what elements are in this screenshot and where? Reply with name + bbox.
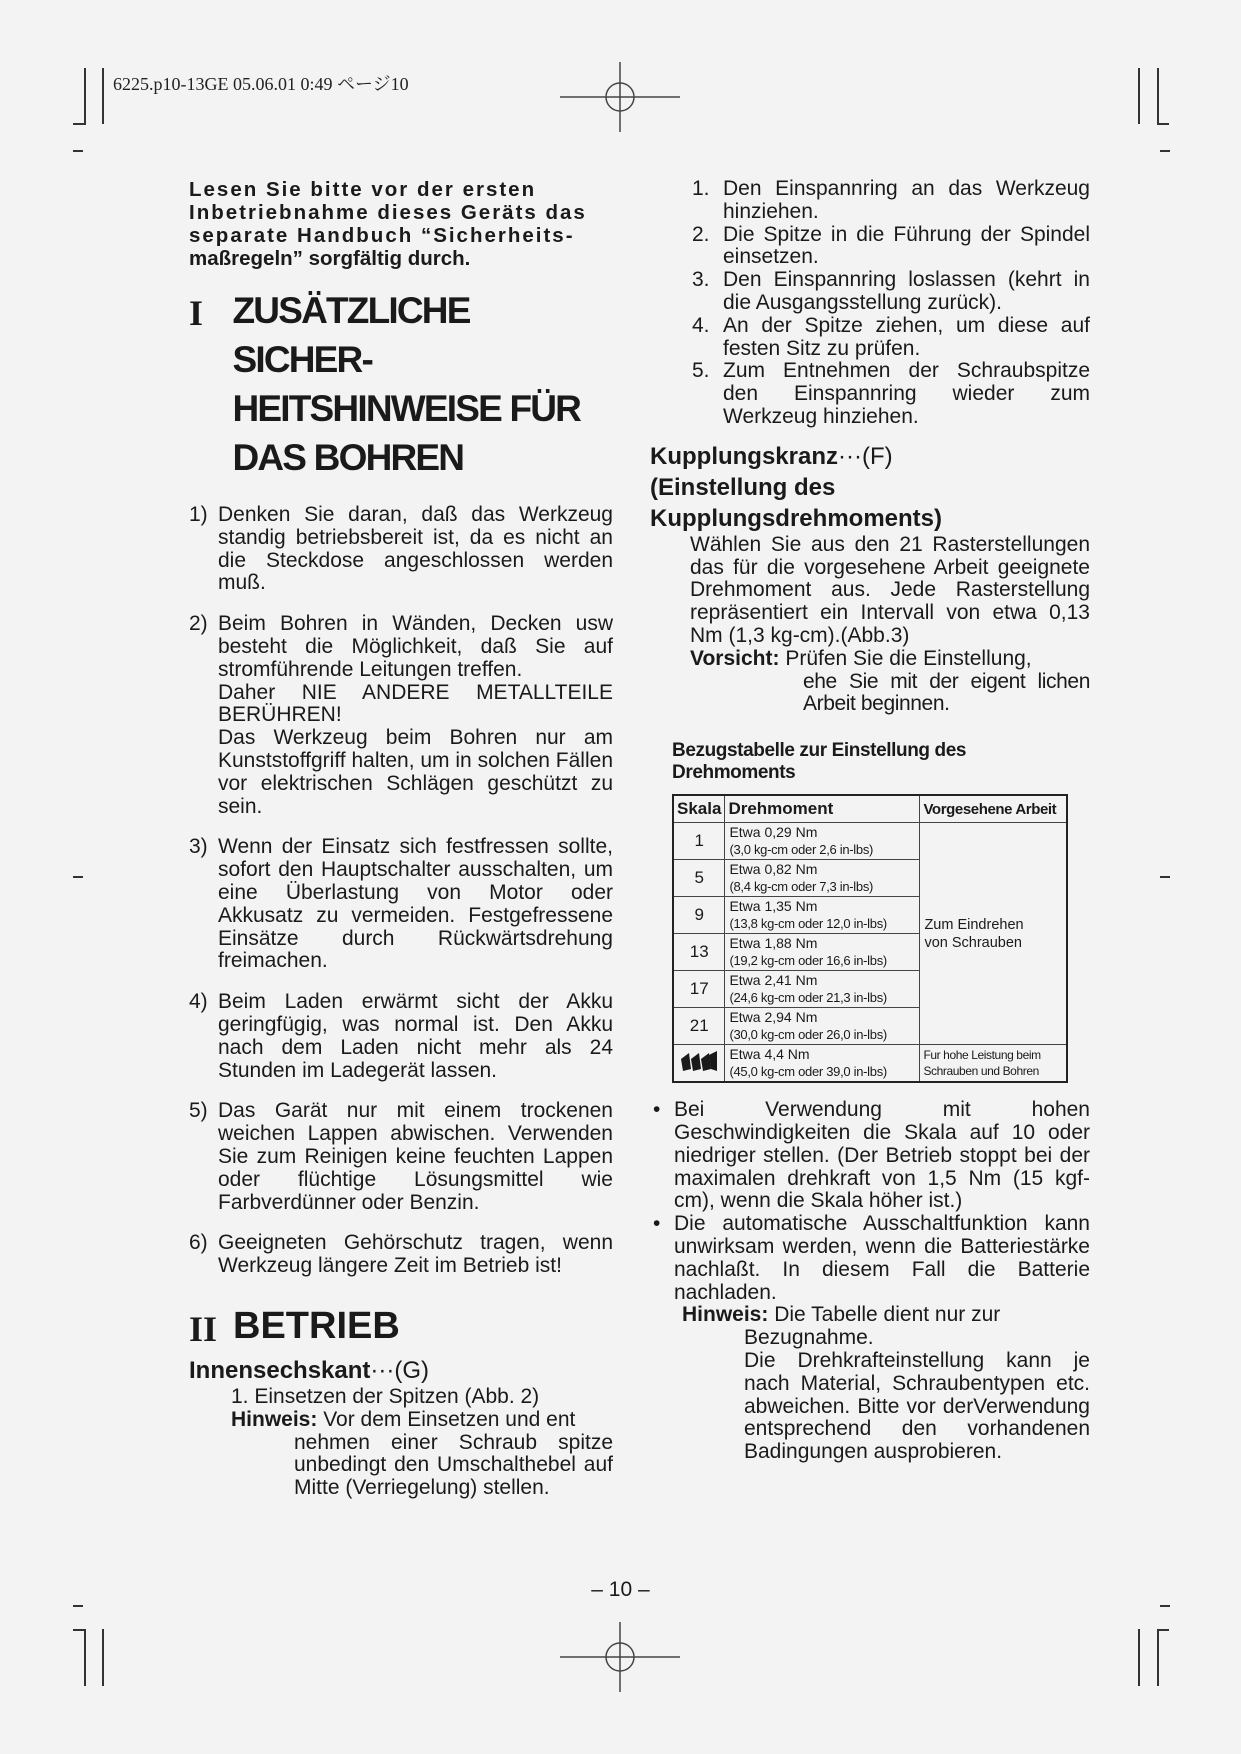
table-row: 5 Etwa 0,82 Nm (8,4 kg-cm oder 7,3 in-lbs) xyxy=(673,860,1067,897)
crop-mark xyxy=(73,1605,83,1607)
table-row: 1 Etwa 0,29 Nm (3,0 kg-cm oder 2,6 in-lbs) Zum Eindrehen von Schrauben xyxy=(673,823,1067,860)
safety-item: 5) Das Garät nur mit einem trockenen weichen Lappen abwischen. Verwenden Sie zum Reinigen keine feuchten Lappen oder flüchtige Lösungsmittel wie Farbverdünner oder Benzin. xyxy=(189,1099,613,1214)
section-1-heading xyxy=(189,286,613,482)
section-1-title-line: ZUSÄTZLICHE SICHER- xyxy=(232,290,470,380)
chuck-steps xyxy=(650,178,1090,429)
bullet-item: • Bei Verwendung mit hohen Geschwindigkeiten die Skala auf 10 oder niedriger stellen. (Der Betrieb stoppt bei der maximalen drehkraft von 1,5 Nm (15 kgf-cm), wenn die Skala höher ist.) xyxy=(653,1098,1090,1213)
section-2-heading xyxy=(189,1302,613,1351)
crop-mark xyxy=(1157,1629,1169,1631)
section-1-title-line: HEITSHINWEISE FÜR xyxy=(232,388,581,429)
column-header-arbeit: Vorgesehene Arbeit xyxy=(920,795,1067,823)
hinweis-note: Hinweis: Vor dem Einsetzen und ent nehmen einer Schraub spitze unbedingt den Umschalthebel auf Mitte (Verriegelung) stellen. xyxy=(231,1407,613,1500)
crop-mark xyxy=(84,68,86,124)
bullet-list xyxy=(650,1099,1090,1304)
crop-mark xyxy=(1138,68,1140,124)
crop-mark xyxy=(102,68,104,124)
kupplung-description: Wählen Sie aus den 21 Rasterstellungen das für die vorgesehene Arbeit geeignete Drehmoment aus. Jede Rasterstellung repräsentiert ein Intervall von etwa 0,13 Nm (1,3 kg-cm).(Abb.3) Vorsicht: Prüfen Sie die Einstellung, ehe Sie mit der eigent lichen Arbeit beginnen. xyxy=(690,532,1090,716)
intro-note xyxy=(189,178,613,270)
arbeit-screws-cell: Zum Eindrehen von Schrauben xyxy=(920,823,1067,1045)
kupplung-heading: Kupplungskranz···(F) (Einstellung des Kupplungsdrehmoments) xyxy=(650,442,942,532)
intro-line: maßregeln” sorgfältig durch. xyxy=(189,247,471,270)
chuck-step: 3. Den Einspannring loslassen (kehrt in die Ausgangsstellung zurück). xyxy=(692,268,1090,314)
chuck-step: 5. Zum Entnehmen der Schraubspitze den Einspannring wieder zum Werkzeug hinziehen. xyxy=(692,359,1090,428)
section-2-numeral: II xyxy=(189,1308,218,1349)
safety-warning: Daher NIE ANDERE METALLTEILE BERÜHREN! xyxy=(218,680,613,727)
table-row: Etwa 4,4 Nm (45,0 kg-cm oder 39,0 in-lbs) Fur hohe Leistung beim Schrauben und Bohren xyxy=(673,1045,1067,1083)
bullet-item: • Die automatische Ausschaltfunktion kann unwirksam werden, wenn die Batteriestärke nachlaßt. In diesem Fall die Batterie nachladen. xyxy=(653,1212,1090,1304)
drill-mode-icon xyxy=(679,1049,719,1073)
left-column xyxy=(189,178,613,1500)
crop-mark xyxy=(1157,1629,1159,1686)
section-2-title: BETRIEB xyxy=(233,1304,400,1347)
table-row: 17 Etwa 2,41 Nm (24,6 kg-cm oder 21,3 in-lbs) xyxy=(673,971,1067,1008)
torque-table-title: Bezugstabelle zur Einstellung des Drehmoments xyxy=(672,740,967,784)
section-1-numeral: I xyxy=(189,293,204,333)
chuck-step: 4. An der Spitze ziehen, um diese auf festen Sitz zu prüfen. xyxy=(692,313,1090,360)
safety-item: 1) Denken Sie daran, daß das Werkzeug standig betriebsbereit ist, da es nicht an die Steckdose angeschlossen werden muß. xyxy=(189,503,613,595)
safety-item: 3) Wenn der Einsatz sich festfressen sollte, sofort den Hauptschalter ausschalten, um eine Überlastung von Motor oder Akkusatz zu vermeiden. Festgefressene Einsätze durch Rückwärtsdrehung freimachen. xyxy=(189,835,613,973)
column-header-drehmoment: Drehmoment xyxy=(725,795,920,823)
table-header-row xyxy=(673,795,1067,823)
crop-mark xyxy=(102,1629,104,1686)
bit-insert-step: 1. Einsetzen der Spitzen (Abb. 2) xyxy=(231,1384,540,1408)
table-row: 13 Etwa 1,88 Nm (19,2 kg-cm oder 16,6 in-lbs) xyxy=(673,934,1067,971)
right-column xyxy=(650,178,1090,1464)
crop-mark xyxy=(84,1629,86,1686)
crop-mark xyxy=(1138,1629,1140,1686)
crop-mark xyxy=(73,150,83,152)
registration-mark-top xyxy=(560,62,680,132)
print-header-code: 6225.p10-13GE 05.06.01 0:49 ページ10 xyxy=(113,74,409,94)
safety-item: 4) Beim Laden erwärmt sicht der Akku geringfügig, was normal ist. Den Akku nach dem Laden nicht mehr als 24 Stunden im Ladegerät lassen. xyxy=(189,990,613,1082)
chuck-step: 1. Den Einspannring an das Werkzeug hinziehen. xyxy=(692,177,1090,223)
innensechskant-heading: Innensechskant···(G) xyxy=(189,1356,430,1384)
crop-mark xyxy=(1160,876,1170,878)
intro-line: separate Handbuch “Sicherheits- xyxy=(189,224,575,247)
crop-mark xyxy=(1157,68,1159,124)
safety-item: 2) Beim Bohren in Wänden, Decken usw besteht die Möglichkeit, daß Sie auf stromführende Leitungen treffen. Daher NIE ANDERE METALLTEILE BERÜHREN! Das Werkzeug beim Bohren nur am Kunststoffgriff halten, um in solchen Fällen vor elektrischen Schlägen geschützt zu sein. xyxy=(189,612,613,818)
section-1-title-line: DAS BOHREN xyxy=(232,437,464,478)
crop-mark xyxy=(1157,123,1169,125)
registration-mark-bottom xyxy=(560,1622,680,1692)
column-header-skala: Skala xyxy=(673,795,725,823)
crop-mark xyxy=(73,123,86,125)
crop-mark xyxy=(1160,150,1170,152)
table-row: 21 Etwa 2,94 Nm (30,0 kg-cm oder 26,0 in-lbs) xyxy=(673,1008,1067,1045)
vorsicht-note: Vorsicht: Prüfen Sie die Einstellung, ehe Sie mit der eigent lichen Arbeit beginnen. xyxy=(690,646,1090,716)
torque-table xyxy=(672,794,1068,1083)
crop-mark xyxy=(1160,1605,1170,1607)
intro-line: Inbetriebnahme dieses Geräts das xyxy=(189,201,587,224)
safety-item: 6) Geeigneten Gehörschutz tragen, wenn Werkzeug längere Zeit im Betrieb ist! xyxy=(189,1231,613,1278)
chuck-step: 2. Die Spitze in die Führung der Spindel einsetzen. xyxy=(692,222,1090,269)
page-number: – 10 – xyxy=(591,1578,650,1601)
arbeit-drill-cell: Fur hohe Leistung beim Schrauben und Bohren xyxy=(920,1045,1067,1083)
crop-mark xyxy=(73,876,83,878)
intro-line: Lesen Sie bitte vor der ersten xyxy=(189,178,537,201)
table-row: 9 Etwa 1,35 Nm (13,8 kg-cm oder 12,0 in-lbs) xyxy=(673,897,1067,934)
hinweis-table-note: Hinweis: Die Tabelle dient nur zur Bezugnahme. Die Drehkrafteinstellung kann je nach Material, Schraubentypen etc. abweichen. Bitte vor derVerwendung entsprechend den vorhandenen Badingungen ausprobieren. xyxy=(682,1303,1090,1464)
